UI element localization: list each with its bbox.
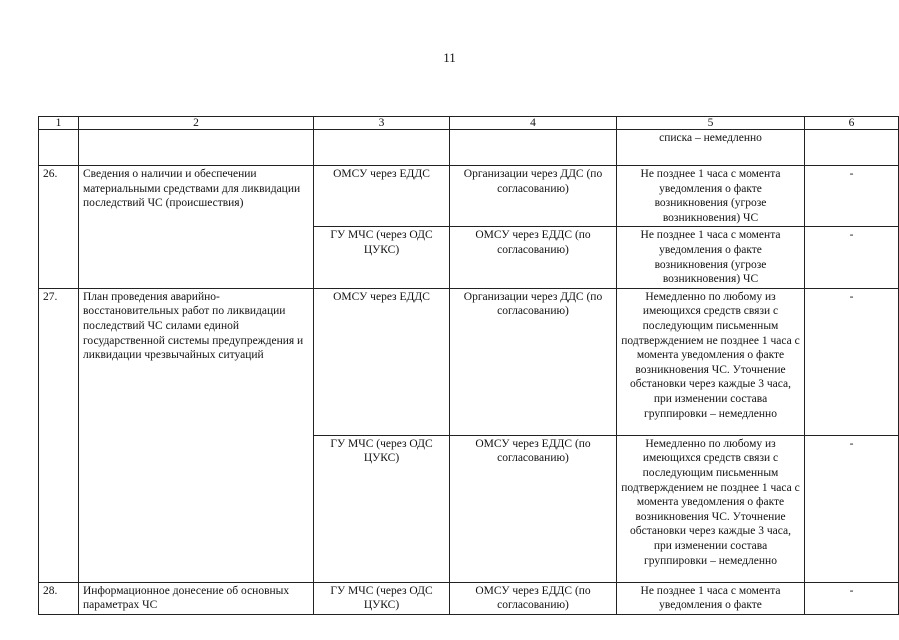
deadline-cell: Немедленно по любому из имеющихся средств связи с последующим письменным подтверждением не позднее 1 часа с момента уведомления о факте возникновения ЧС. Уточнение обстановки через каждые 3 часа, при изменении состава группировки – немедленно — [617, 288, 805, 435]
note-cell: - — [805, 227, 899, 288]
deadline-cell: Немедленно по любому из имеющихся средств связи с последующим письменным подтверждением не позднее 1 часа с момента уведомления о факте возникновения ЧС. Уточнение обстановки через каждые 3 часа, при изменении состава группировки – немедленно — [617, 435, 805, 582]
column-number-row — [39, 117, 899, 130]
continuation-deadline-cell: списка – немедленно — [617, 130, 805, 166]
row-number-cell: 26. — [39, 166, 79, 289]
note-cell: - — [805, 582, 899, 614]
note-cell: - — [805, 166, 899, 227]
recipient-cell: ОМСУ через ЕДДС (по согласованию) — [450, 582, 617, 614]
submitter-cell: ГУ МЧС (через ОДС ЦУКС) — [314, 435, 450, 582]
submitter-cell: ГУ МЧС (через ОДС ЦУКС) — [314, 582, 450, 614]
submitter-cell: ГУ МЧС (через ОДС ЦУКС) — [314, 227, 450, 288]
col-header-2: 2 — [79, 117, 314, 130]
table-row — [39, 166, 899, 227]
reporting-table — [38, 116, 899, 615]
recipient-cell: Организации через ДДС (по согласованию) — [450, 166, 617, 227]
submitter-cell: ОМСУ через ЕДДС — [314, 288, 450, 435]
continuation-row — [39, 130, 899, 166]
recipient-cell: ОМСУ через ЕДДС (по согласованию) — [450, 435, 617, 582]
deadline-cell: Не позднее 1 часа с момента уведомления о факте возникновения (угрозе возникновения) ЧС — [617, 227, 805, 288]
col-header-3: 3 — [314, 117, 450, 130]
recipient-cell: ОМСУ через ЕДДС (по согласованию) — [450, 227, 617, 288]
info-name-cell: Информационное донесение об основных параметрах ЧС — [79, 582, 314, 614]
table-row — [39, 582, 899, 614]
table-row — [39, 288, 899, 435]
note-cell: - — [805, 288, 899, 435]
col-header-5: 5 — [617, 117, 805, 130]
col-header-6: 6 — [805, 117, 899, 130]
row-number-cell: 28. — [39, 582, 79, 614]
deadline-cell: Не позднее 1 часа с момента уведомления о факте возникновения (угрозе возникновения) ЧС — [617, 166, 805, 227]
info-name-cell: План проведения аварийно-восстановительных работ по ликвидации последствий ЧС силами единой государственной системы предупреждения и ликвидации чрезвычайных ситуаций — [79, 288, 314, 582]
col-header-4: 4 — [450, 117, 617, 130]
info-name-cell: Сведения о наличии и обеспечении материальными средствами для ликвидации последствий ЧС (происшествия) — [79, 166, 314, 289]
submitter-cell: ОМСУ через ЕДДС — [314, 166, 450, 227]
page-number: 11 — [443, 50, 456, 65]
deadline-cell: Не позднее 1 часа с момента уведомления о факте — [617, 582, 805, 614]
col-header-1: 1 — [39, 117, 79, 130]
recipient-cell: Организации через ДДС (по согласованию) — [450, 288, 617, 435]
row-number-cell: 27. — [39, 288, 79, 582]
note-cell: - — [805, 435, 899, 582]
